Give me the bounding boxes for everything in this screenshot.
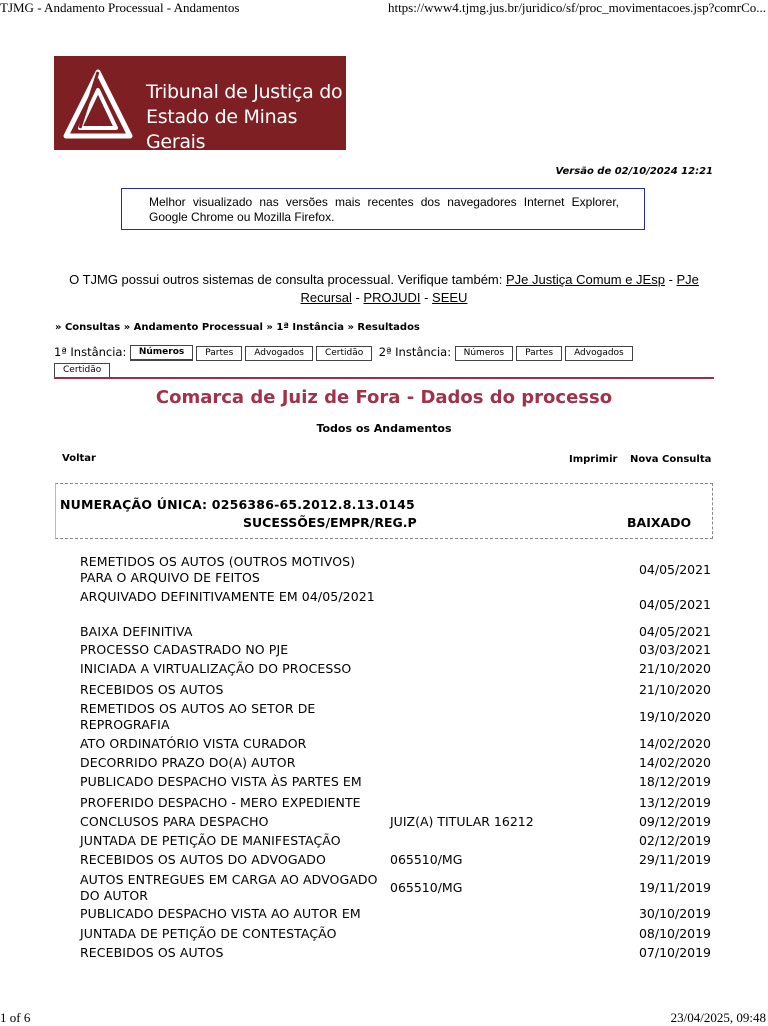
movement-date: 03/03/2021 xyxy=(638,642,711,657)
movement-description: RECEBIDOS OS AUTOS xyxy=(80,945,224,960)
movement-description: CONCLUSOS PARA DESPACHO xyxy=(80,814,269,829)
movement-date: 19/10/2020 xyxy=(638,709,711,724)
movement-description: PROCESSO CADASTRADO NO PJE xyxy=(80,642,289,657)
link-pje-recursal[interactable]: PJe Recursal xyxy=(300,272,699,305)
other-systems-text: O TJMG possui outros sistemas de consulta processual. Verifique também: xyxy=(69,272,503,287)
link-pje-justica-comum[interactable]: PJe Justiça Comum e JEsp xyxy=(506,272,665,287)
breadcrumb: » Consultas » Andamento Processual » 1ª Instância » Resultados xyxy=(55,322,420,333)
movement-date: 14/02/2020 xyxy=(638,736,711,751)
tab-second-certidao[interactable]: Certidão xyxy=(54,363,110,378)
movement-date: 29/11/2019 xyxy=(638,852,711,867)
tjmg-logo[interactable] xyxy=(54,56,346,153)
movement-description: BAIXA DEFINITIVA xyxy=(80,624,193,639)
tab-first-advogados[interactable]: Advogados xyxy=(245,346,313,361)
movement-complement: 065510/MG xyxy=(390,852,463,867)
second-instance-label: 2ª Instância: xyxy=(378,345,452,359)
new-search-link[interactable]: Nova Consulta xyxy=(630,454,712,465)
movement-description: PUBLICADO DESPACHO VISTA AO AUTOR EM xyxy=(80,906,361,921)
movement-description: JUNTADA DE PETIÇÃO DE CONTESTAÇÃO xyxy=(80,926,337,941)
tab-second-advogados[interactable]: Advogados xyxy=(565,346,633,361)
movement-date: 14/02/2020 xyxy=(638,755,711,770)
version-label: Versão de 02/10/2024 12:21 xyxy=(555,166,713,177)
browser-page-title: TJMG - Andamento Processual - Andamentos xyxy=(0,0,240,15)
movement-date: 21/10/2020 xyxy=(638,682,711,697)
movement-date: 18/12/2019 xyxy=(638,774,711,789)
instance-tabs xyxy=(54,344,714,378)
movement-date: 30/10/2019 xyxy=(638,906,711,921)
movement-complement: JUIZ(A) TITULAR 16212 xyxy=(390,814,534,829)
other-systems-notice: O TJMG possui outros sistemas de consulta processual. Verifique também: PJe Justiça Comum e JEsp - PJe Recursal - PROJUDI - SEEU xyxy=(69,272,699,305)
triangle-emblem-icon xyxy=(60,64,136,144)
movement-description: INICIADA A VIRTUALIZAÇÃO DO PROCESSO xyxy=(80,661,352,676)
movement-description: DECORRIDO PRAZO DO(A) AUTOR xyxy=(80,755,296,770)
process-class: SUCESSÕES/EMPR/REG.P xyxy=(243,515,417,530)
tab-second-partes[interactable]: Partes xyxy=(516,346,562,361)
page-counter: 1 of 6 xyxy=(0,1010,31,1025)
process-number: NUMERAÇÃO ÚNICA: 0256386-65.2012.8.13.0145 xyxy=(60,497,415,512)
tabs-divider xyxy=(54,377,714,379)
movement-date: 13/12/2019 xyxy=(638,795,711,810)
link-projudi[interactable]: PROJUDI xyxy=(363,290,421,305)
movement-description: REMETIDOS OS AUTOS (OUTROS MOTIVOS) PARA O ARQUIVO DE FEITOS xyxy=(80,554,356,585)
tab-first-certidao[interactable]: Certidão xyxy=(316,346,372,361)
movement-description: REMETIDOS OS AUTOS AO SETOR DE REPROGRAFIA xyxy=(80,701,316,732)
movement-date: 21/10/2020 xyxy=(638,661,711,676)
movement-description: AUTOS ENTREGUES EM CARGA AO ADVOGADO DO AUTOR xyxy=(80,872,378,903)
movement-date: 04/05/2021 xyxy=(638,562,711,577)
tab-first-partes[interactable]: Partes xyxy=(196,346,242,361)
movement-date: 08/10/2019 xyxy=(638,926,711,941)
first-instance-label: 1ª Instância: xyxy=(54,345,127,359)
print-link[interactable]: Imprimir xyxy=(569,454,618,465)
movement-date: 09/12/2019 xyxy=(638,814,711,829)
movement-description: ATO ORDINATÓRIO VISTA CURADOR xyxy=(80,736,307,751)
movement-description: PROFERIDO DESPACHO - MERO EXPEDIENTE xyxy=(80,795,361,810)
movement-description: RECEBIDOS OS AUTOS xyxy=(80,682,224,697)
browser-notice: Melhor visualizado nas versões mais recentes dos navegadores Internet Explorer, Google Chrome ou Mozilla Firefox. xyxy=(121,188,645,230)
browser-url: https://www4.tjmg.jus.br/juridico/sf/proc_movimentacoes.jsp?comrCo... xyxy=(387,0,766,15)
logo-line-2: Estado de Minas Gerais xyxy=(146,106,298,153)
link-seeu[interactable]: SEEU xyxy=(432,290,468,305)
movement-description: ARQUIVADO DEFINITIVAMENTE EM 04/05/2021 xyxy=(80,589,375,604)
page-subtitle: Todos os Andamentos xyxy=(316,422,452,435)
tab-first-numeros[interactable]: Números xyxy=(130,345,193,361)
logo-line-1: Tribunal de Justiça do xyxy=(146,81,343,103)
print-datetime: 23/04/2025, 09:48 xyxy=(670,1010,766,1025)
movement-date: 02/12/2019 xyxy=(638,833,711,848)
page-title: Comarca de Juiz de Fora - Dados do processo xyxy=(155,387,613,408)
movement-date: 07/10/2019 xyxy=(638,945,711,960)
tab-second-numeros[interactable]: Números xyxy=(455,346,513,361)
movement-description: PUBLICADO DESPACHO VISTA ÀS PARTES EM xyxy=(80,774,362,789)
movement-complement: 065510/MG xyxy=(390,880,463,895)
movement-description: JUNTADA DE PETIÇÃO DE MANIFESTAÇÃO xyxy=(80,833,341,848)
back-link[interactable]: Voltar xyxy=(62,453,96,464)
movement-date: 04/05/2021 xyxy=(638,597,711,612)
movement-date: 19/11/2019 xyxy=(638,880,711,895)
movement-date: 04/05/2021 xyxy=(638,624,711,639)
movement-description: RECEBIDOS OS AUTOS DO ADVOGADO xyxy=(80,852,326,867)
process-status: BAIXADO xyxy=(627,515,692,530)
